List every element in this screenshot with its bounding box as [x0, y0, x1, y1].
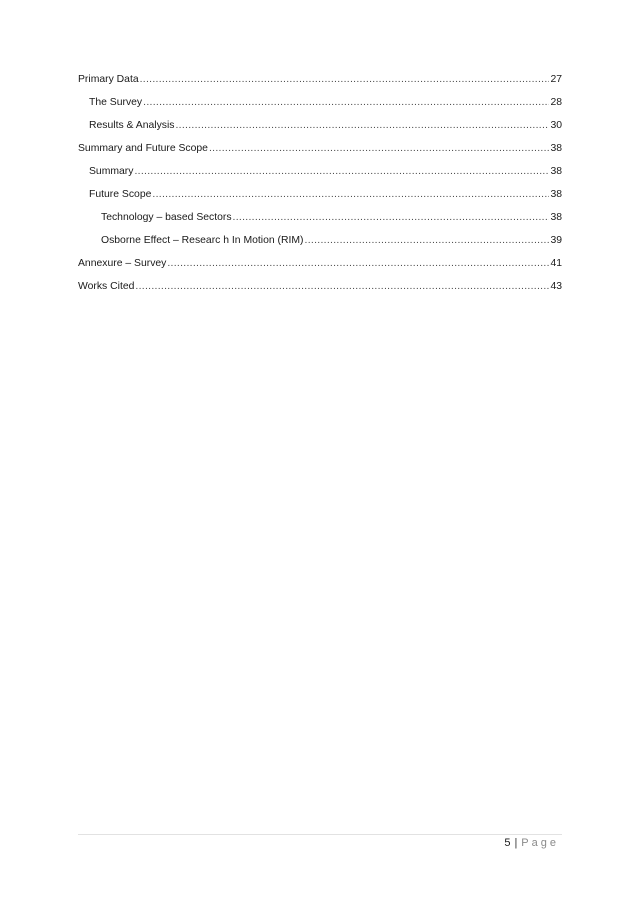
toc-dot-leader: [134, 166, 549, 177]
footer-divider: [78, 834, 562, 835]
toc-entry-title: Annexure – Survey: [78, 258, 167, 269]
toc-dot-leader: [167, 258, 549, 269]
toc-entry-title: Works Cited: [78, 281, 135, 292]
toc-dot-leader: [209, 143, 549, 154]
footer-separator: |: [514, 837, 518, 849]
toc-entry-primary-data[interactable]: [78, 74, 562, 97]
toc-entry-page: 30: [550, 120, 562, 131]
toc-entry-results-analysis[interactable]: [78, 120, 562, 143]
toc-entry-title: Future Scope: [89, 189, 152, 200]
page-footer: [504, 837, 559, 849]
toc-entry-page: 43: [550, 281, 562, 292]
footer-page-number: 5: [504, 837, 511, 849]
toc-entry-title: Summary and Future Scope: [78, 143, 208, 154]
toc-dot-leader: [233, 212, 550, 223]
toc-dot-leader: [143, 97, 549, 108]
toc-entry-future-scope[interactable]: [78, 189, 562, 212]
toc-entry-page: 38: [550, 166, 562, 177]
toc-entry-title: Primary Data: [78, 74, 139, 85]
toc-dot-leader: [135, 281, 549, 292]
table-of-contents: [78, 74, 562, 304]
toc-entry-title: The Survey: [89, 97, 143, 108]
toc-entry-annexure-survey[interactable]: [78, 258, 562, 281]
toc-entry-page: 39: [550, 235, 562, 246]
toc-dot-leader: [152, 189, 549, 200]
footer-page-label: Page: [521, 837, 559, 849]
toc-entry-osborne-effect[interactable]: [78, 235, 562, 258]
toc-entry-page: 28: [550, 97, 562, 108]
toc-entry-title: Results & Analysis: [89, 120, 175, 131]
toc-entry-title: Technology – based Sectors: [101, 212, 232, 223]
toc-entry-title: Osborne Effect – Researc h In Motion (RIM): [101, 235, 304, 246]
toc-entry-page: 38: [550, 143, 562, 154]
toc-entry-page: 38: [550, 212, 562, 223]
toc-entry-the-survey[interactable]: [78, 97, 562, 120]
toc-entry-technology-based-sectors[interactable]: [78, 212, 562, 235]
toc-entry-page: 27: [550, 74, 562, 85]
toc-dot-leader: [175, 120, 549, 131]
toc-dot-leader: [305, 235, 550, 246]
toc-entry-summary-and-future-scope[interactable]: [78, 143, 562, 166]
toc-entry-page: 38: [550, 189, 562, 200]
toc-entry-works-cited[interactable]: [78, 281, 562, 304]
toc-entry-title: Summary: [89, 166, 134, 177]
toc-entry-page: 41: [550, 258, 562, 269]
toc-entry-summary[interactable]: [78, 166, 562, 189]
toc-dot-leader: [140, 74, 550, 85]
